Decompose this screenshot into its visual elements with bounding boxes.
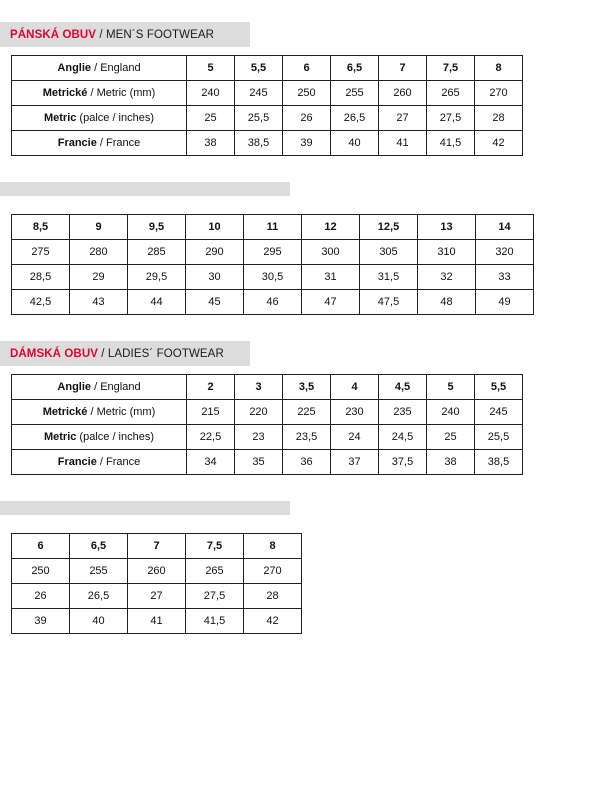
size-cell: 295 — [244, 240, 302, 265]
size-cell: 255 — [70, 559, 128, 584]
table-row — [12, 584, 302, 609]
size-cell: 41,5 — [186, 609, 244, 634]
size-cell: 290 — [186, 240, 244, 265]
ladies-table-cont-wrap — [0, 533, 600, 634]
table-row — [12, 534, 302, 559]
size-cell: 5,5 — [235, 56, 283, 81]
size-cell: 41,5 — [427, 131, 475, 156]
size-cell: 2 — [187, 375, 235, 400]
size-cell: 26,5 — [331, 106, 379, 131]
size-cell: 42 — [475, 131, 523, 156]
size-cell: 285 — [128, 240, 186, 265]
row-label-light: / England — [91, 381, 141, 393]
size-cell: 42,5 — [12, 290, 70, 315]
row-label-light: (palce / inches) — [76, 431, 155, 443]
row-label-light: (palce / inches) — [76, 112, 155, 124]
row-label-strong: Metric — [43, 112, 77, 124]
size-cell: 44 — [128, 290, 186, 315]
spacer-after-ladies-cont-bar — [0, 515, 600, 533]
size-cell: 215 — [187, 400, 235, 425]
size-cell: 230 — [331, 400, 379, 425]
size-cell: 41 — [128, 609, 186, 634]
row-label-light: / England — [91, 62, 141, 74]
table-row — [12, 215, 534, 240]
row-label — [12, 131, 187, 156]
table-row — [12, 81, 523, 106]
size-cell: 4 — [331, 375, 379, 400]
size-cell: 280 — [70, 240, 128, 265]
size-cell: 270 — [475, 81, 523, 106]
mens-size-table-continued — [11, 214, 534, 315]
section-header-ladies-subtitle: / LADIES´ FOOTWEAR — [101, 347, 224, 360]
size-cell: 25 — [427, 425, 475, 450]
size-cell: 25,5 — [475, 425, 523, 450]
ladies-size-table-continued — [11, 533, 302, 634]
table-row — [12, 375, 523, 400]
size-cell: 26 — [283, 106, 331, 131]
mens-size-table-main — [11, 55, 523, 156]
size-cell: 245 — [475, 400, 523, 425]
size-cell: 40 — [70, 609, 128, 634]
size-cell: 45 — [186, 290, 244, 315]
size-cell: 49 — [476, 290, 534, 315]
section-header-mens-title: PÁNSKÁ OBUV — [10, 28, 97, 41]
size-cell: 4,5 — [379, 375, 427, 400]
size-cell: 23 — [235, 425, 283, 450]
spacer-before-ladies-cont-bar — [0, 475, 600, 501]
size-cell: 27,5 — [186, 584, 244, 609]
spacer-after-mens-cont-bar — [0, 196, 600, 214]
size-cell: 31,5 — [360, 265, 418, 290]
size-cell: 240 — [427, 400, 475, 425]
ladies-size-table-main — [11, 374, 523, 475]
spacer-after-mens-header — [0, 47, 600, 55]
size-cell: 39 — [12, 609, 70, 634]
size-cell: 35 — [235, 450, 283, 475]
row-label-strong: Metrické — [42, 406, 88, 418]
size-cell: 7 — [128, 534, 186, 559]
row-label-light: / Metric (mm) — [87, 87, 156, 99]
size-cell: 7 — [379, 56, 427, 81]
section-header-mens — [0, 22, 250, 47]
table-row — [12, 56, 523, 81]
table-row — [12, 106, 523, 131]
size-cell: 245 — [235, 81, 283, 106]
size-cell: 11 — [244, 215, 302, 240]
size-cell: 25,5 — [235, 106, 283, 131]
size-cell: 29,5 — [128, 265, 186, 290]
size-cell: 12,5 — [360, 215, 418, 240]
ladies-table-main-wrap — [0, 374, 600, 475]
spacer-after-ladies-header — [0, 366, 600, 374]
size-cell: 220 — [235, 400, 283, 425]
row-label — [12, 106, 187, 131]
size-cell: 10 — [186, 215, 244, 240]
section-header-ladies-title: DÁMSKÁ OBUV — [10, 347, 98, 360]
size-cell: 26,5 — [70, 584, 128, 609]
size-cell: 38 — [187, 131, 235, 156]
table-row — [12, 559, 302, 584]
size-cell: 310 — [418, 240, 476, 265]
size-cell: 34 — [187, 450, 235, 475]
size-cell: 240 — [187, 81, 235, 106]
size-cell: 8 — [244, 534, 302, 559]
size-cell: 33 — [476, 265, 534, 290]
size-cell: 39 — [283, 131, 331, 156]
size-cell: 5 — [427, 375, 475, 400]
table-row — [12, 425, 523, 450]
size-cell: 275 — [12, 240, 70, 265]
size-cell: 27 — [128, 584, 186, 609]
size-cell: 3,5 — [283, 375, 331, 400]
section-mens — [0, 0, 600, 315]
size-cell: 38,5 — [235, 131, 283, 156]
size-cell: 28 — [475, 106, 523, 131]
row-label-strong: Anglie — [57, 381, 92, 393]
size-cell: 24 — [331, 425, 379, 450]
size-cell: 38 — [427, 450, 475, 475]
row-label — [12, 400, 187, 425]
size-cell: 46 — [244, 290, 302, 315]
size-cell: 6 — [283, 56, 331, 81]
row-label — [12, 375, 187, 400]
size-cell: 9,5 — [128, 215, 186, 240]
size-cell: 28 — [244, 584, 302, 609]
row-label — [12, 450, 187, 475]
size-cell: 250 — [283, 81, 331, 106]
size-cell: 24,5 — [379, 425, 427, 450]
size-cell: 8 — [475, 56, 523, 81]
table-row — [12, 609, 302, 634]
table-row — [12, 450, 523, 475]
row-label-light: / Metric (mm) — [87, 406, 156, 418]
table-row — [12, 265, 534, 290]
size-cell: 22,5 — [187, 425, 235, 450]
size-cell: 25 — [187, 106, 235, 131]
row-label-light: / France — [96, 137, 141, 149]
row-label — [12, 81, 187, 106]
size-cell: 38,5 — [475, 450, 523, 475]
size-cell: 36 — [283, 450, 331, 475]
size-cell: 265 — [186, 559, 244, 584]
size-cell: 42 — [244, 609, 302, 634]
mens-table-cont-wrap — [0, 214, 600, 315]
row-label-strong: Metric — [43, 431, 77, 443]
size-cell: 265 — [427, 81, 475, 106]
size-cell: 37,5 — [379, 450, 427, 475]
table-row — [12, 240, 534, 265]
ladies-table-main-body — [12, 375, 523, 475]
top-spacer — [0, 0, 600, 22]
size-cell: 320 — [476, 240, 534, 265]
size-cell: 13 — [418, 215, 476, 240]
row-label-strong: Metrické — [42, 87, 88, 99]
divider-bar-ladies — [0, 501, 290, 515]
size-cell: 27 — [379, 106, 427, 131]
size-cell: 300 — [302, 240, 360, 265]
table-row — [12, 290, 534, 315]
size-cell: 225 — [283, 400, 331, 425]
size-cell: 305 — [360, 240, 418, 265]
section-header-mens-subtitle: / MEN´S FOOTWEAR — [99, 28, 215, 41]
size-cell: 250 — [12, 559, 70, 584]
size-cell: 6 — [12, 534, 70, 559]
size-cell: 260 — [128, 559, 186, 584]
size-cell: 255 — [331, 81, 379, 106]
ladies-table-cont-body — [12, 534, 302, 634]
mens-table-main-body — [12, 56, 523, 156]
size-cell: 270 — [244, 559, 302, 584]
size-cell: 48 — [418, 290, 476, 315]
size-cell: 47 — [302, 290, 360, 315]
table-row — [12, 400, 523, 425]
section-ladies — [0, 315, 600, 634]
size-cell: 41 — [379, 131, 427, 156]
mens-table-main-wrap — [0, 55, 600, 156]
row-label — [12, 425, 187, 450]
size-cell: 7,5 — [427, 56, 475, 81]
spacer-before-ladies-header — [0, 315, 600, 341]
size-cell: 43 — [70, 290, 128, 315]
size-cell: 28,5 — [12, 265, 70, 290]
row-label-strong: Anglie — [57, 62, 92, 74]
mens-table-cont-body — [12, 215, 534, 315]
size-cell: 5 — [187, 56, 235, 81]
section-header-ladies — [0, 341, 250, 366]
size-cell: 260 — [379, 81, 427, 106]
size-cell: 37 — [331, 450, 379, 475]
row-label-strong: Francie — [57, 456, 97, 468]
size-cell: 7,5 — [186, 534, 244, 559]
size-cell: 30,5 — [244, 265, 302, 290]
size-cell: 6,5 — [331, 56, 379, 81]
size-cell: 12 — [302, 215, 360, 240]
size-cell: 9 — [70, 215, 128, 240]
size-cell: 27,5 — [427, 106, 475, 131]
size-cell: 29 — [70, 265, 128, 290]
size-cell: 14 — [476, 215, 534, 240]
row-label — [12, 56, 187, 81]
size-cell: 5,5 — [475, 375, 523, 400]
size-cell: 47,5 — [360, 290, 418, 315]
size-cell: 23,5 — [283, 425, 331, 450]
size-cell: 30 — [186, 265, 244, 290]
table-row — [12, 131, 523, 156]
size-cell: 31 — [302, 265, 360, 290]
row-label-strong: Francie — [57, 137, 97, 149]
size-cell: 235 — [379, 400, 427, 425]
divider-bar-mens — [0, 182, 290, 196]
size-cell: 3 — [235, 375, 283, 400]
spacer-before-mens-cont-bar — [0, 156, 600, 182]
size-cell: 40 — [331, 131, 379, 156]
size-cell: 6,5 — [70, 534, 128, 559]
row-label-light: / France — [96, 456, 141, 468]
size-cell: 8,5 — [12, 215, 70, 240]
size-cell: 26 — [12, 584, 70, 609]
size-cell: 32 — [418, 265, 476, 290]
